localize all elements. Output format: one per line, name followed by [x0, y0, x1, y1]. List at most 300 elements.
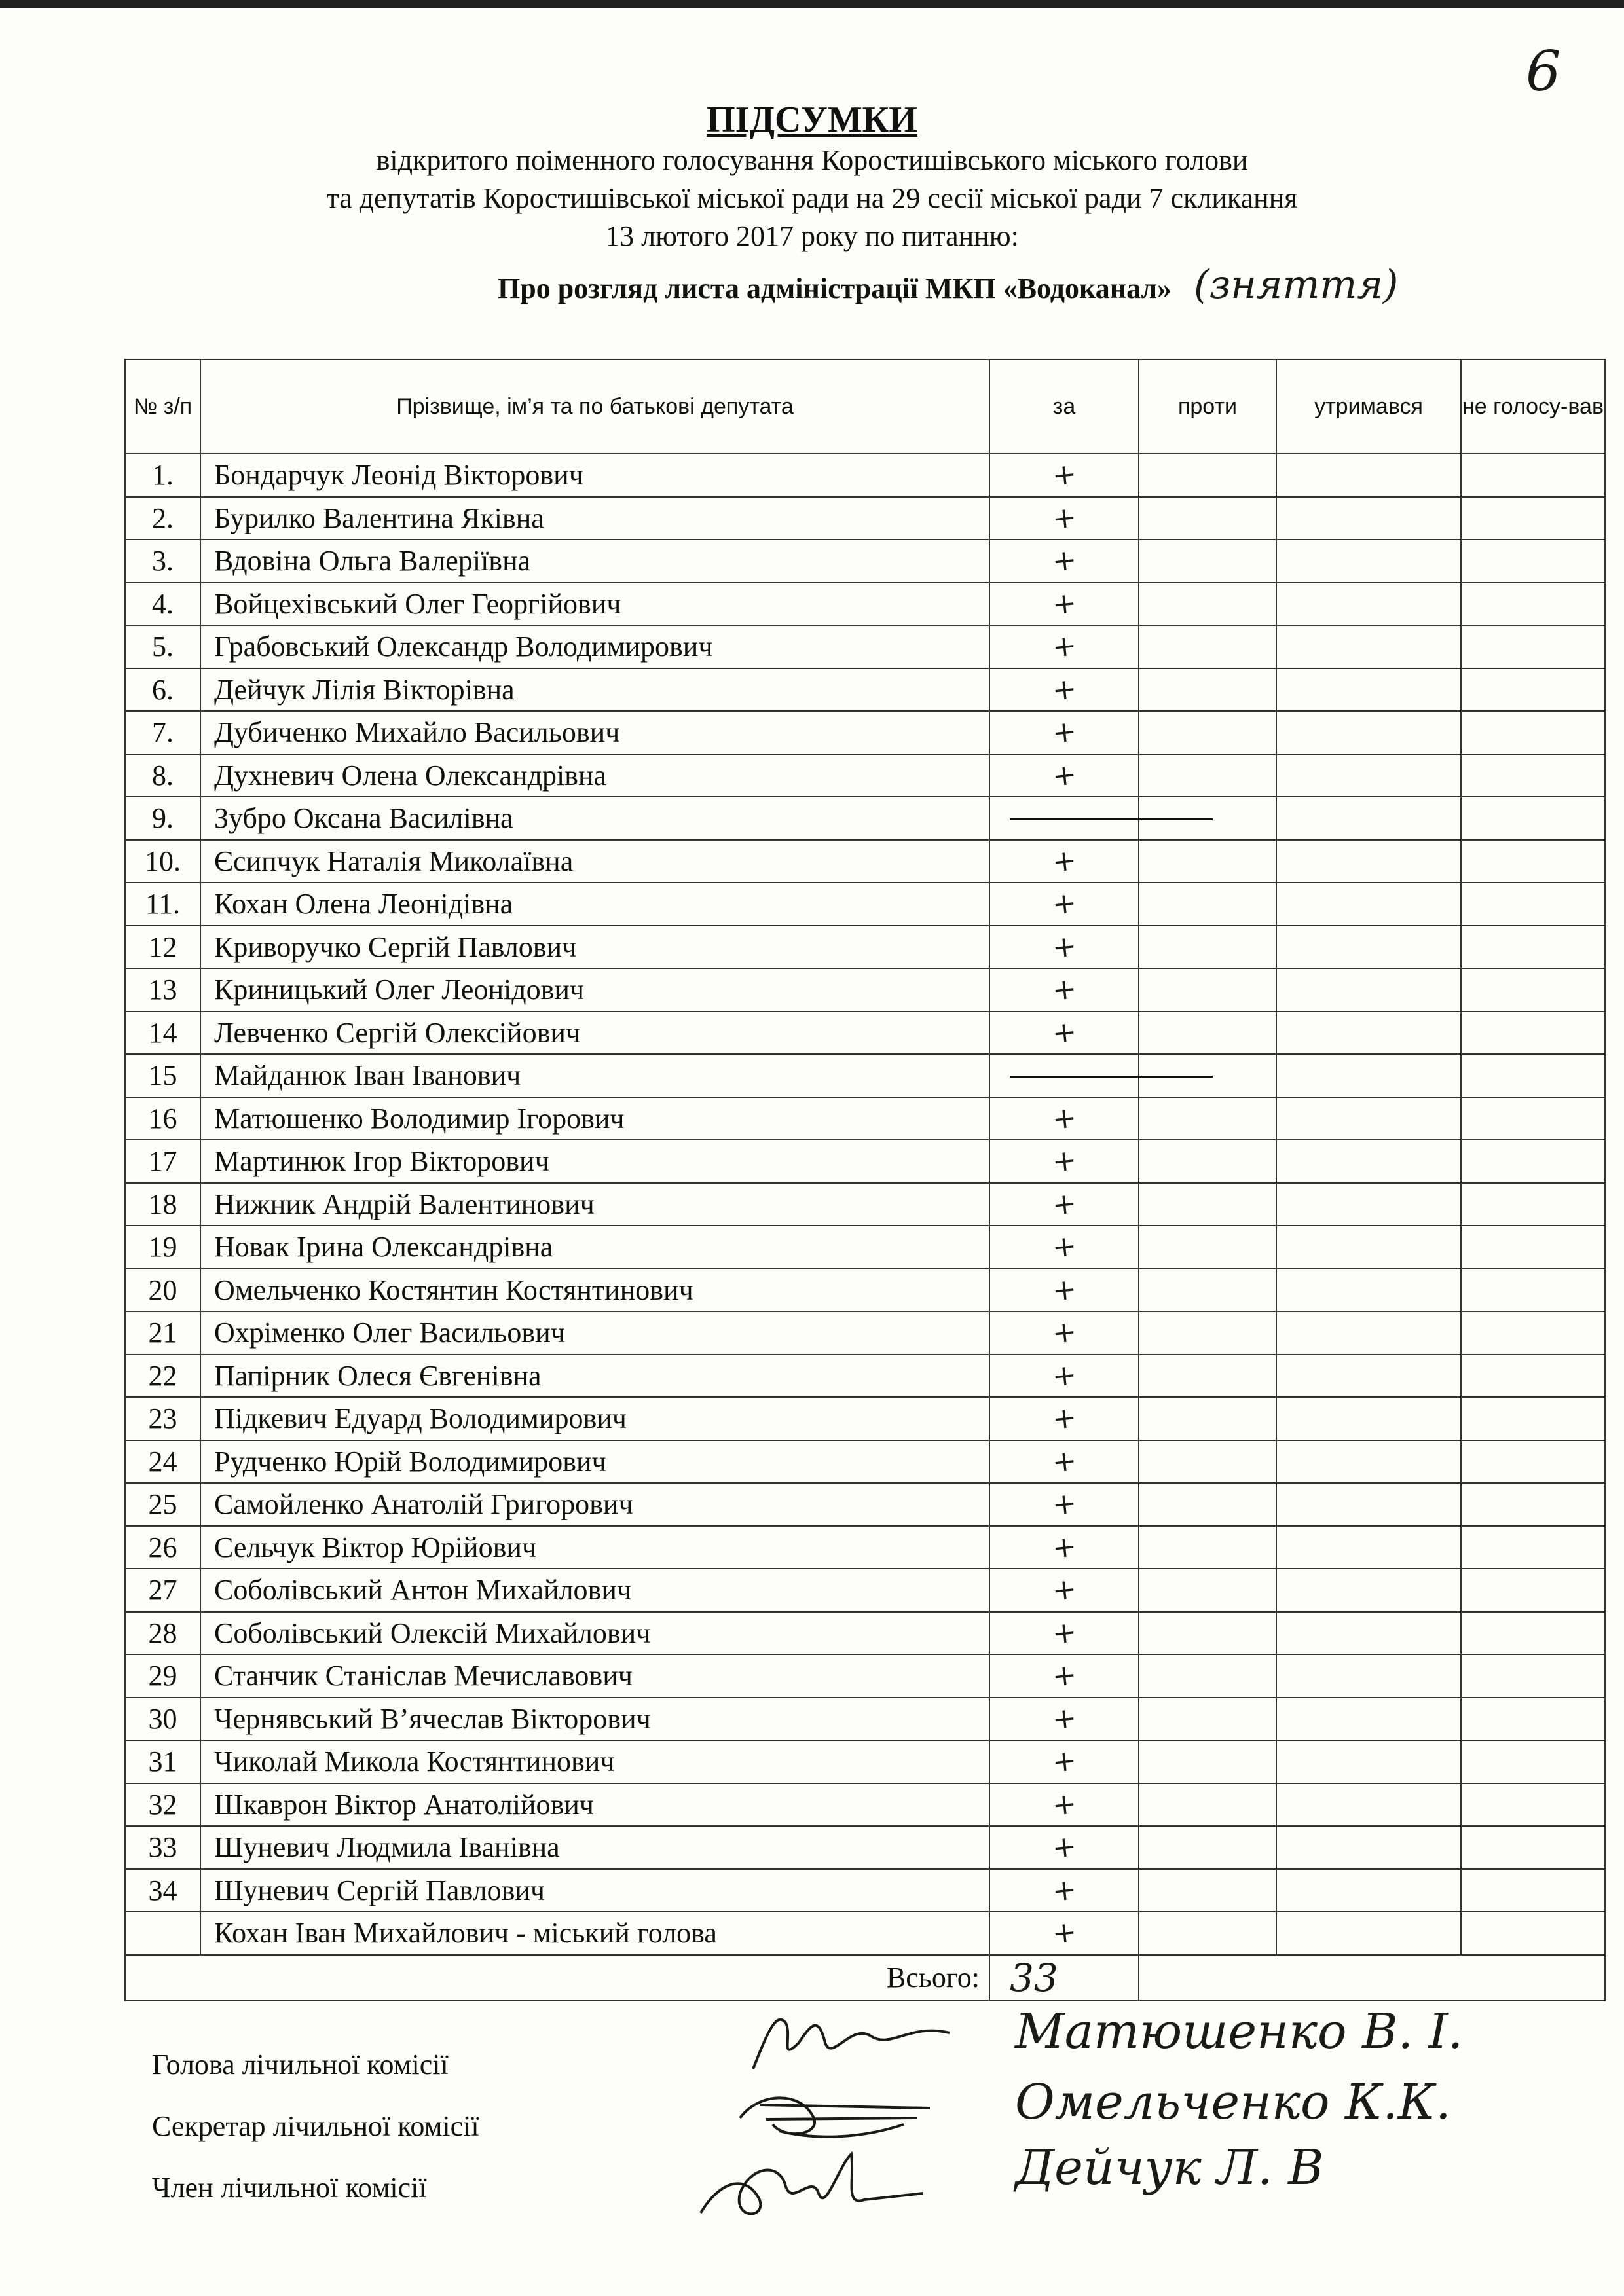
deputy-name: Самойленко Анатолій Григорович	[200, 1483, 989, 1526]
vote-not-voted-cell	[1461, 926, 1605, 969]
table-row	[125, 539, 1605, 583]
vote-not-voted-cell	[1461, 1912, 1605, 1955]
handwritten-note: (зняття)	[1194, 262, 1399, 308]
vote-not-voted-cell	[1461, 1311, 1605, 1355]
vote-abstain-cell	[1276, 1569, 1461, 1612]
vote-mark: +	[1050, 1400, 1079, 1437]
vote-for-cell	[989, 583, 1139, 626]
vote-against-cell	[1139, 1654, 1276, 1698]
vote-mark: +	[1050, 1915, 1079, 1952]
row-number: 29	[125, 1654, 200, 1698]
vote-against-cell	[1139, 840, 1276, 883]
deputy-name: Станчик Станіслав Мечиславович	[200, 1654, 989, 1698]
vote-abstain-cell	[1276, 1054, 1461, 1097]
vote-against-cell	[1139, 454, 1276, 497]
column-header-for: за	[989, 359, 1139, 454]
vote-not-voted-cell	[1461, 1869, 1605, 1912]
vote-mark: +	[1050, 585, 1079, 622]
table-row	[125, 883, 1605, 926]
vote-not-voted-cell	[1461, 1097, 1605, 1140]
subtitle-line-1: відкритого поіменного голосування Коростишівського міського голови	[376, 144, 1248, 176]
row-number: 27	[125, 1569, 200, 1612]
vote-not-voted-cell	[1461, 711, 1605, 754]
vote-for-cell	[989, 1097, 1139, 1140]
vote-mark: +	[1050, 928, 1079, 965]
absent-dash	[1010, 818, 1213, 820]
vote-mark: +	[1050, 1786, 1079, 1823]
vote-not-voted-cell	[1461, 1226, 1605, 1269]
vote-against-cell	[1139, 497, 1276, 540]
table-row	[125, 1698, 1605, 1741]
vote-abstain-cell	[1276, 1183, 1461, 1226]
vote-abstain-cell	[1276, 1869, 1461, 1912]
vote-against-cell	[1139, 1483, 1276, 1526]
vote-for-cell	[989, 668, 1139, 712]
vote-abstain-cell	[1276, 1783, 1461, 1827]
vote-abstain-cell	[1276, 1612, 1461, 1655]
vote-not-voted-cell	[1461, 1569, 1605, 1612]
vote-mark: +	[1050, 886, 1079, 922]
vote-mark: +	[1050, 1529, 1079, 1565]
deputy-name: Омельченко Костянтин Костянтинович	[200, 1269, 989, 1312]
table-row	[125, 926, 1605, 969]
deputy-name: Бурилко Валентина Яківна	[200, 497, 989, 540]
vote-for-cell	[989, 539, 1139, 583]
vote-mark: +	[1050, 1486, 1079, 1523]
vote-abstain-cell	[1276, 1226, 1461, 1269]
vote-against-cell	[1139, 1311, 1276, 1355]
deputy-name: Рудченко Юрій Володимирович	[200, 1440, 989, 1484]
topic-title: Про розгляд листа адміністрації МКП «Водоканал»	[498, 272, 1172, 304]
vote-not-voted-cell	[1461, 583, 1605, 626]
row-number: 32	[125, 1783, 200, 1827]
vote-against-cell	[1139, 1226, 1276, 1269]
table-row	[125, 1183, 1605, 1226]
vote-against-cell	[1139, 1011, 1276, 1055]
total-row-blank	[1139, 1955, 1605, 2001]
vote-abstain-cell	[1276, 625, 1461, 668]
table-row	[125, 668, 1605, 712]
vote-for-cell	[989, 754, 1139, 797]
vote-for-cell	[989, 797, 1139, 840]
table-row	[125, 968, 1605, 1011]
vote-for-cell	[989, 1526, 1139, 1569]
vote-abstain-cell	[1276, 883, 1461, 926]
column-header-against: проти	[1139, 359, 1276, 454]
vote-mark: +	[1050, 1872, 1079, 1908]
row-number: 9.	[125, 797, 200, 840]
total-label: Всього:	[125, 1955, 989, 2001]
vote-not-voted-cell	[1461, 1054, 1605, 1097]
vote-for-cell	[989, 1569, 1139, 1612]
vote-against-cell	[1139, 883, 1276, 926]
vote-for-cell	[989, 883, 1139, 926]
vote-against-cell	[1139, 583, 1276, 626]
total-row	[125, 1955, 1605, 2001]
vote-abstain-cell	[1276, 1355, 1461, 1398]
vote-for-cell	[989, 1355, 1139, 1398]
deputy-name: Шкаврон Віктор Анатолійович	[200, 1783, 989, 1827]
vote-for-cell	[989, 1140, 1139, 1183]
table-row	[125, 1826, 1605, 1869]
vote-against-cell	[1139, 1783, 1276, 1827]
deputy-name: Зубро Оксана Василівна	[200, 797, 989, 840]
vote-mark: +	[1050, 543, 1079, 579]
vote-for-cell	[989, 1440, 1139, 1484]
vote-against-cell	[1139, 968, 1276, 1011]
vote-mark: +	[1050, 1743, 1079, 1780]
row-number	[125, 1912, 200, 1955]
page-number: 6	[1526, 39, 1561, 103]
vote-for-cell	[989, 1054, 1139, 1097]
deputy-name: Чернявський В’ячеслав Вікторович	[200, 1698, 989, 1741]
signature-role-chair: Голова лічильної комісії	[152, 2049, 449, 2081]
row-number: 6.	[125, 668, 200, 712]
vote-for-cell	[989, 1483, 1139, 1526]
vote-not-voted-cell	[1461, 1397, 1605, 1440]
table-row	[125, 1569, 1605, 1612]
vote-for-cell	[989, 1912, 1139, 1955]
signature-member	[688, 2141, 930, 2232]
deputy-name: Соболівський Антон Михайлович	[200, 1569, 989, 1612]
vote-not-voted-cell	[1461, 1698, 1605, 1741]
deputy-name: Вдовіна Ольга Валеріївна	[200, 539, 989, 583]
signature-name-chair: Матюшенко В. І.	[1015, 2003, 1464, 2060]
vote-not-voted-cell	[1461, 1355, 1605, 1398]
vote-for-cell	[989, 926, 1139, 969]
deputy-name: Кохан Олена Леонідівна	[200, 883, 989, 926]
deputy-name: Підкевич Едуард Володимирович	[200, 1397, 989, 1440]
vote-mark: +	[1050, 1229, 1079, 1266]
table-row	[125, 1483, 1605, 1526]
vote-against-cell	[1139, 1183, 1276, 1226]
deputy-name: Охріменко Олег Васильович	[200, 1311, 989, 1355]
scan-edge	[0, 0, 1624, 8]
deputy-name: Мартинюк Ігор Вікторович	[200, 1140, 989, 1183]
table-row	[125, 1612, 1605, 1655]
vote-mark: +	[1050, 1572, 1079, 1609]
vote-for-cell	[989, 1654, 1139, 1698]
vote-not-voted-cell	[1461, 1140, 1605, 1183]
document-header	[0, 98, 1624, 255]
total-for-value: 33	[989, 1955, 1139, 2001]
deputy-name: Левченко Сергій Олексійович	[200, 1011, 989, 1055]
deputy-name: Шуневич Людмила Іванівна	[200, 1826, 989, 1869]
vote-mark: +	[1050, 1443, 1079, 1480]
subtitle-line-2: та депутатів Коростишівської міської ради на 29 сесії міської ради 7 скликання	[326, 182, 1298, 214]
vote-abstain-cell	[1276, 968, 1461, 1011]
signature-secretary	[720, 2079, 943, 2151]
table-row	[125, 1654, 1605, 1698]
vote-abstain-cell	[1276, 1097, 1461, 1140]
table-row	[125, 1740, 1605, 1783]
vote-for-cell	[989, 1869, 1139, 1912]
vote-abstain-cell	[1276, 497, 1461, 540]
row-number: 2.	[125, 497, 200, 540]
vote-not-voted-cell	[1461, 1783, 1605, 1827]
row-number: 20	[125, 1269, 200, 1312]
vote-not-voted-cell	[1461, 1740, 1605, 1783]
vote-against-cell	[1139, 1140, 1276, 1183]
vote-against-cell	[1139, 539, 1276, 583]
subtitle-line-3: 13 лютого 2017 року по питанню:	[605, 220, 1019, 252]
vote-abstain-cell	[1276, 1526, 1461, 1569]
vote-not-voted-cell	[1461, 668, 1605, 712]
table-row	[125, 754, 1605, 797]
vote-not-voted-cell	[1461, 797, 1605, 840]
deputy-name: Бондарчук Леонід Вікторович	[200, 454, 989, 497]
vote-for-cell	[989, 625, 1139, 668]
vote-for-cell	[989, 1269, 1139, 1312]
vote-for-cell	[989, 1397, 1139, 1440]
vote-not-voted-cell	[1461, 625, 1605, 668]
deputy-name: Матюшенко Володимир Ігорович	[200, 1097, 989, 1140]
vote-mark: +	[1050, 1700, 1079, 1737]
table-body	[125, 454, 1605, 1955]
vote-mark: +	[1050, 457, 1079, 494]
vote-against-cell	[1139, 1740, 1276, 1783]
vote-not-voted-cell	[1461, 454, 1605, 497]
vote-for-cell	[989, 1183, 1139, 1226]
vote-for-cell	[989, 840, 1139, 883]
row-number: 5.	[125, 625, 200, 668]
vote-not-voted-cell	[1461, 539, 1605, 583]
vote-against-cell	[1139, 1912, 1276, 1955]
row-number: 3.	[125, 539, 200, 583]
row-number: 15	[125, 1054, 200, 1097]
vote-against-cell	[1139, 1097, 1276, 1140]
vote-abstain-cell	[1276, 1698, 1461, 1741]
vote-mark: +	[1050, 1658, 1079, 1694]
table-row	[125, 1397, 1605, 1440]
row-number: 8.	[125, 754, 200, 797]
deputy-name: Папірник Олеся Євгенівна	[200, 1355, 989, 1398]
row-number: 24	[125, 1440, 200, 1484]
vote-abstain-cell	[1276, 668, 1461, 712]
vote-abstain-cell	[1276, 711, 1461, 754]
table-row	[125, 1054, 1605, 1097]
row-number: 7.	[125, 711, 200, 754]
deputy-name: Шуневич Сергій Павлович	[200, 1869, 989, 1912]
vote-not-voted-cell	[1461, 497, 1605, 540]
row-number: 10.	[125, 840, 200, 883]
vote-abstain-cell	[1276, 1440, 1461, 1484]
signature-chair	[740, 1997, 963, 2082]
signature-role-member: Член лічильної комісії	[152, 2172, 427, 2204]
topic-line	[498, 262, 1398, 308]
deputy-name: Грабовський Олександр Володимирович	[200, 625, 989, 668]
row-number: 4.	[125, 583, 200, 626]
row-number: 17	[125, 1140, 200, 1183]
vote-against-cell	[1139, 754, 1276, 797]
row-number: 22	[125, 1355, 200, 1398]
row-number: 30	[125, 1698, 200, 1741]
table-row	[125, 1869, 1605, 1912]
row-number: 12	[125, 926, 200, 969]
deputy-name: Духневич Олена Олександрівна	[200, 754, 989, 797]
row-number: 11.	[125, 883, 200, 926]
vote-abstain-cell	[1276, 1011, 1461, 1055]
row-number: 13	[125, 968, 200, 1011]
vote-against-cell	[1139, 1440, 1276, 1484]
table-row	[125, 1783, 1605, 1827]
signature-name-member: Дейчук Л. В	[1015, 2140, 1324, 2196]
vote-for-cell	[989, 1226, 1139, 1269]
vote-abstain-cell	[1276, 797, 1461, 840]
deputy-name: Чиколай Микола Костянтинович	[200, 1740, 989, 1783]
column-header-abstain: утримався	[1276, 359, 1461, 454]
vote-abstain-cell	[1276, 454, 1461, 497]
table-header-row	[125, 359, 1605, 454]
vote-not-voted-cell	[1461, 1526, 1605, 1569]
row-number: 28	[125, 1612, 200, 1655]
signature-role-secretary: Секретар лічильної комісії	[152, 2110, 479, 2142]
vote-mark: +	[1050, 1271, 1079, 1308]
vote-not-voted-cell	[1461, 968, 1605, 1011]
vote-against-cell	[1139, 668, 1276, 712]
vote-abstain-cell	[1276, 539, 1461, 583]
vote-abstain-cell	[1276, 1269, 1461, 1312]
vote-against-cell	[1139, 1569, 1276, 1612]
deputy-name: Криницький Олег Леонідович	[200, 968, 989, 1011]
deputy-name: Сельчук Віктор Юрійович	[200, 1526, 989, 1569]
vote-not-voted-cell	[1461, 1612, 1605, 1655]
deputy-name: Соболівський Олексій Михайлович	[200, 1612, 989, 1655]
vote-mark: +	[1050, 1014, 1079, 1051]
row-number: 1.	[125, 454, 200, 497]
vote-abstain-cell	[1276, 1740, 1461, 1783]
table-row	[125, 1440, 1605, 1484]
vote-abstain-cell	[1276, 583, 1461, 626]
table-row	[125, 1912, 1605, 1955]
vote-against-cell	[1139, 625, 1276, 668]
vote-for-cell	[989, 1311, 1139, 1355]
vote-not-voted-cell	[1461, 840, 1605, 883]
vote-abstain-cell	[1276, 926, 1461, 969]
table-row	[125, 797, 1605, 840]
deputy-name: Криворучко Сергій Павлович	[200, 926, 989, 969]
vote-mark: +	[1050, 1357, 1079, 1394]
vote-for-cell	[989, 1698, 1139, 1741]
vote-against-cell	[1139, 1269, 1276, 1312]
row-number: 16	[125, 1097, 200, 1140]
row-number: 25	[125, 1483, 200, 1526]
vote-mark: +	[1050, 714, 1079, 751]
vote-against-cell	[1139, 1397, 1276, 1440]
voting-table	[124, 359, 1606, 2001]
row-number: 14	[125, 1011, 200, 1055]
vote-against-cell	[1139, 711, 1276, 754]
column-header-not-voted: не голосу-вав	[1461, 359, 1605, 454]
vote-mark: +	[1050, 1100, 1079, 1137]
vote-for-cell	[989, 454, 1139, 497]
vote-against-cell	[1139, 1826, 1276, 1869]
deputy-name: Кохан Іван Михайлович - міський голова	[200, 1912, 989, 1955]
row-number: 23	[125, 1397, 200, 1440]
vote-abstain-cell	[1276, 1311, 1461, 1355]
vote-mark: +	[1050, 843, 1079, 879]
vote-for-cell	[989, 1826, 1139, 1869]
vote-mark: +	[1050, 671, 1079, 708]
column-header-name: Прізвище, ім’я та по батькові депутата	[200, 359, 989, 454]
vote-against-cell	[1139, 1526, 1276, 1569]
table-row	[125, 711, 1605, 754]
vote-abstain-cell	[1276, 1140, 1461, 1183]
table-row	[125, 497, 1605, 540]
vote-mark: +	[1050, 629, 1079, 665]
vote-mark: +	[1050, 1143, 1079, 1180]
vote-for-cell	[989, 968, 1139, 1011]
vote-abstain-cell	[1276, 1483, 1461, 1526]
row-number: 19	[125, 1226, 200, 1269]
vote-abstain-cell	[1276, 754, 1461, 797]
vote-not-voted-cell	[1461, 1269, 1605, 1312]
row-number: 33	[125, 1826, 200, 1869]
vote-mark: +	[1050, 757, 1079, 793]
vote-mark: +	[1050, 1614, 1079, 1651]
vote-abstain-cell	[1276, 1654, 1461, 1698]
vote-for-cell	[989, 711, 1139, 754]
vote-abstain-cell	[1276, 1912, 1461, 1955]
table-row	[125, 625, 1605, 668]
vote-not-voted-cell	[1461, 754, 1605, 797]
vote-mark: +	[1050, 972, 1079, 1008]
table-row	[125, 1011, 1605, 1055]
absent-dash	[1010, 1076, 1213, 1078]
row-number: 21	[125, 1311, 200, 1355]
vote-for-cell	[989, 1740, 1139, 1783]
vote-mark: +	[1050, 1829, 1079, 1866]
table-row	[125, 1226, 1605, 1269]
row-number: 31	[125, 1740, 200, 1783]
vote-not-voted-cell	[1461, 1011, 1605, 1055]
table-row	[125, 1140, 1605, 1183]
deputy-name: Нижник Андрій Валентинович	[200, 1183, 989, 1226]
row-number: 26	[125, 1526, 200, 1569]
row-number: 18	[125, 1183, 200, 1226]
vote-not-voted-cell	[1461, 1483, 1605, 1526]
vote-for-cell	[989, 497, 1139, 540]
deputy-name: Дубиченко Михайло Васильович	[200, 711, 989, 754]
table-row	[125, 840, 1605, 883]
vote-for-cell	[989, 1011, 1139, 1055]
vote-mark: +	[1050, 1315, 1079, 1351]
vote-not-voted-cell	[1461, 883, 1605, 926]
vote-against-cell	[1139, 1869, 1276, 1912]
table-row	[125, 454, 1605, 497]
deputy-name: Войцехівський Олег Георгійович	[200, 583, 989, 626]
vote-for-cell	[989, 1783, 1139, 1827]
vote-not-voted-cell	[1461, 1440, 1605, 1484]
vote-mark: +	[1050, 1186, 1079, 1222]
vote-not-voted-cell	[1461, 1826, 1605, 1869]
vote-mark: +	[1050, 500, 1079, 536]
row-number: 34	[125, 1869, 200, 1912]
table-row	[125, 1097, 1605, 1140]
vote-abstain-cell	[1276, 1826, 1461, 1869]
column-header-num: № з/п	[125, 359, 200, 454]
deputy-name: Новак Ірина Олександрівна	[200, 1226, 989, 1269]
document-title: ПІДСУМКИ	[707, 100, 917, 140]
table-row	[125, 1311, 1605, 1355]
deputy-name: Єсипчук Наталія Миколаївна	[200, 840, 989, 883]
deputy-name: Майданюк Іван Іванович	[200, 1054, 989, 1097]
table-row	[125, 1355, 1605, 1398]
vote-against-cell	[1139, 926, 1276, 969]
vote-not-voted-cell	[1461, 1183, 1605, 1226]
vote-against-cell	[1139, 1698, 1276, 1741]
vote-abstain-cell	[1276, 840, 1461, 883]
